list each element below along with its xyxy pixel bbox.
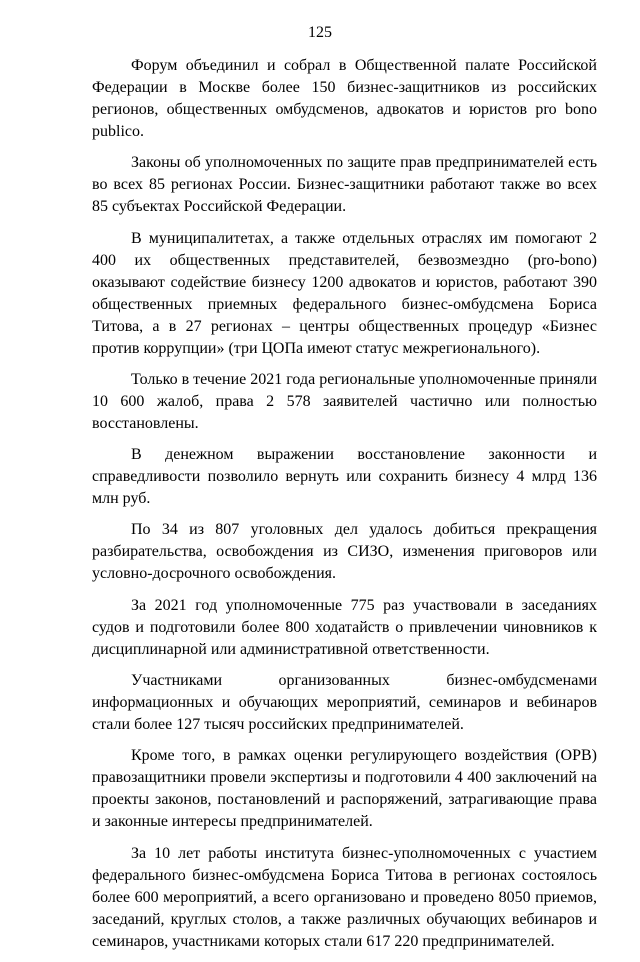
paragraph: За 10 лет работы института бизнес-уполномоченных с участием федерального бизнес-омбудсмена Бориса Титова в регионах состоялось более 600 мероприятий, а всего организовано и проведено 8050 приемов, заседаний, круглых столов, а также различных обучающих вебинаров и семинаров, участниками которых стали 617 220 предпринимателей.	[92, 844, 597, 950]
paragraph: Законы об уполномоченных по защите прав предпринимателей есть во всех 85 регионах России. Бизнес-защитники работают также во всех 85 субъектах Российской Федерации.	[92, 154, 597, 216]
paragraph: Форум объединил и собрал в Общественной палате Российской Федерации в Москве более 150 бизнес-защитников из российских регионов, общественных омбудсменов, адвокатов и юристов pro bono publico.	[92, 57, 597, 140]
paragraph: Кроме того, в рамках оценки регулирующего воздействия (ОРВ) правозащитники провели экспертизы и подготовили 4 400 заключений на проекты законов, постановлений и распоряжений, затрагивающие права и законные интересы предпринимателей.	[92, 747, 597, 831]
paragraph: Участниками организованных бизнес-омбудсменами информационных и обучающих мероприятий, семинаров и вебинаров стали более 127 тысяч российских предпринимателей.	[92, 672, 597, 734]
paragraph: В муниципалитетах, а также отдельных отраслях им помогают 2 400 их общественных представителей, безвозмездно (pro-bono) оказывают содействие бизнесу 1200 адвокатов и юристов, работают 390 общественных приемных федерального бизнес-омбудсмена Бориса Титова, а в 27 регионах – центры общественных процедур «Бизнес против коррупции» (три ЦОПа имеют статус межрегионального).	[92, 229, 597, 357]
paragraph: За 2021 год уполномоченные 775 раз участвовали в заседаниях судов и подготовили более 800 ходатайств о привлечении чиновников к дисциплинарной или административной ответственности.	[92, 596, 597, 658]
paragraph: В денежном выражении восстановление законности и справедливости позволило вернуть или сохранить бизнесу 4 млрд 136 млн руб.	[92, 446, 597, 508]
paragraph: По 34 из 807 уголовных дел удалось добиться прекращения разбирательства, освобождения из СИЗО, изменения приговоров или условно-досрочного освобождения.	[92, 521, 597, 583]
body-text	[92, 55, 597, 962]
paragraph: Только в течение 2021 года региональные уполномоченные приняли 10 600 жалоб, права 2 578 заявителей частично или полностью восстановлены.	[92, 370, 597, 432]
page-number: 125	[308, 24, 332, 41]
